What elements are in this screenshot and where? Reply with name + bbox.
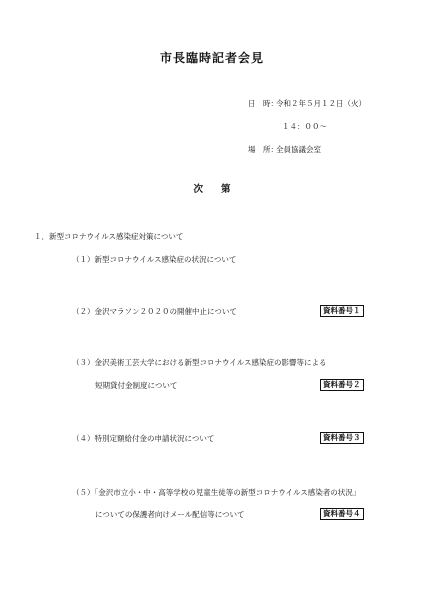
agenda-item-3-continued: 短期貸付金制度について <box>95 381 178 390</box>
agenda-item-5-continued: についての保護者向けメール配信等について <box>95 510 245 519</box>
place-label: 場 所： <box>248 145 278 154</box>
agenda-item-4: （４）特別定額給付金の申請状況について <box>72 434 215 443</box>
date-label: 日 時： <box>248 99 278 108</box>
agenda-item-2: （２）金沢マラソン２０２０の開催中止について <box>72 307 237 316</box>
document-number-badge-2: 資料番号２ <box>320 379 364 391</box>
document-number-badge-1: 資料番号１ <box>320 305 364 317</box>
meeting-place <box>248 144 321 155</box>
agenda-item-3: （３）金沢美術工芸大学における新型コロナウイルス感染症の影響等による <box>72 358 327 367</box>
meeting-date <box>248 98 366 109</box>
agenda-heading: 次第 <box>193 184 249 195</box>
agenda-main-item: １．新型コロナウイルス感染症対策について <box>34 232 184 241</box>
document-number-badge-4: 資料番号４ <box>320 508 364 520</box>
meeting-time: １４：００～ <box>282 122 327 131</box>
place-value: 全員協議会室 <box>276 145 321 154</box>
agenda-item-1: （１）新型コロナウイルス感染症の状況について <box>72 255 237 264</box>
agenda-item-5: （５）「金沢市立小・中・高等学校の児童生徒等の新型コロナウイルス感染者の状況」 <box>72 488 361 497</box>
page-title: 市長臨時記者会見 <box>159 51 264 65</box>
date-value: 令和２年５月１２日（火） <box>276 99 366 108</box>
document-number-badge-3: 資料番号３ <box>320 432 364 444</box>
